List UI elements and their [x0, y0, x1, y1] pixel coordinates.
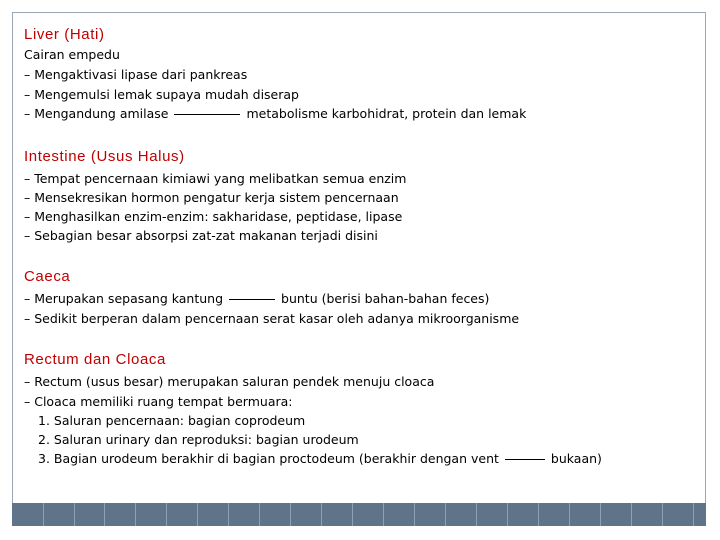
liver-line-3: – Mengemulsi lemak supaya mudah diserap	[24, 87, 299, 102]
footer-cell	[383, 503, 384, 526]
footer-cell	[600, 503, 601, 526]
footer-cell	[228, 503, 229, 526]
footer-cell	[259, 503, 260, 526]
intestine-line-4: – Sebagian besar absorpsi zat-zat makanan terjadi disini	[24, 228, 378, 243]
footer-cell	[631, 503, 632, 526]
caeca-title: Caeca	[24, 268, 71, 285]
liver-line-4-start: – Mengandung amilase	[24, 106, 169, 121]
intestine-title: Intestine (Usus Halus)	[24, 148, 185, 165]
footer-cell	[507, 503, 508, 526]
footer-cell	[445, 503, 446, 526]
rectum-line-3: 1. Saluran pencernaan: bagian coprodeum	[38, 413, 306, 428]
footer-cell	[352, 503, 353, 526]
footer-cell	[569, 503, 570, 526]
liver-line-1: Cairan empedu	[24, 47, 120, 62]
liver-title: Liver (Hati)	[24, 26, 105, 43]
intestine-line-1: – Tempat pencernaan kimiawi yang melibatkan semua enzim	[24, 171, 407, 186]
caeca-line-1-end: buntu (berisi bahan-bahan feces)	[281, 291, 490, 306]
footer-cell	[135, 503, 136, 526]
footer-cell	[74, 503, 75, 526]
footer-cell	[476, 503, 477, 526]
liver-line-4	[24, 106, 526, 121]
rectum-line-5-end: bukaan)	[550, 451, 602, 466]
footer-cell	[538, 503, 539, 526]
footer-cell	[290, 503, 291, 526]
footer-bar	[12, 503, 706, 526]
footer-cell	[662, 503, 663, 526]
liver-line-4-end: metabolisme karbohidrat, protein dan lemak	[246, 106, 527, 121]
arrow-line	[229, 299, 275, 300]
footer-cell	[43, 503, 44, 526]
rectum-line-5-start: 3. Bagian urodeum berakhir di bagian proctodeum (berakhir dengan vent	[38, 451, 499, 466]
caeca-line-1-start: – Merupakan sepasang kantung	[24, 291, 224, 306]
caeca-line-1	[24, 291, 489, 306]
liver-line-2: – Mengaktivasi lipase dari pankreas	[24, 67, 248, 82]
footer-cell	[197, 503, 198, 526]
rectum-line-4: 2. Saluran urinary dan reproduksi: bagian urodeum	[38, 432, 359, 447]
footer-cell	[166, 503, 167, 526]
caeca-line-2: – Sedikit berperan dalam pencernaan serat kasar oleh adanya mikroorganisme	[24, 311, 520, 326]
footer-cell	[414, 503, 415, 526]
footer-cell	[104, 503, 105, 526]
intestine-line-2: – Mensekresikan hormon pengatur kerja sistem pencernaan	[24, 190, 399, 205]
rectum-line-1: – Rectum (usus besar) merupakan saluran pendek menuju cloaca	[24, 374, 435, 389]
arrow-line	[505, 459, 545, 460]
rectum-title: Rectum dan Cloaca	[24, 351, 166, 368]
rectum-line-2: – Cloaca memiliki ruang tempat bermuara:	[24, 394, 293, 409]
rectum-line-5	[38, 451, 602, 466]
footer-cell	[693, 503, 694, 526]
arrow-line	[174, 114, 240, 115]
footer-cell	[321, 503, 322, 526]
intestine-line-3: – Menghasilkan enzim-enzim: sakharidase, peptidase, lipase	[24, 209, 403, 224]
